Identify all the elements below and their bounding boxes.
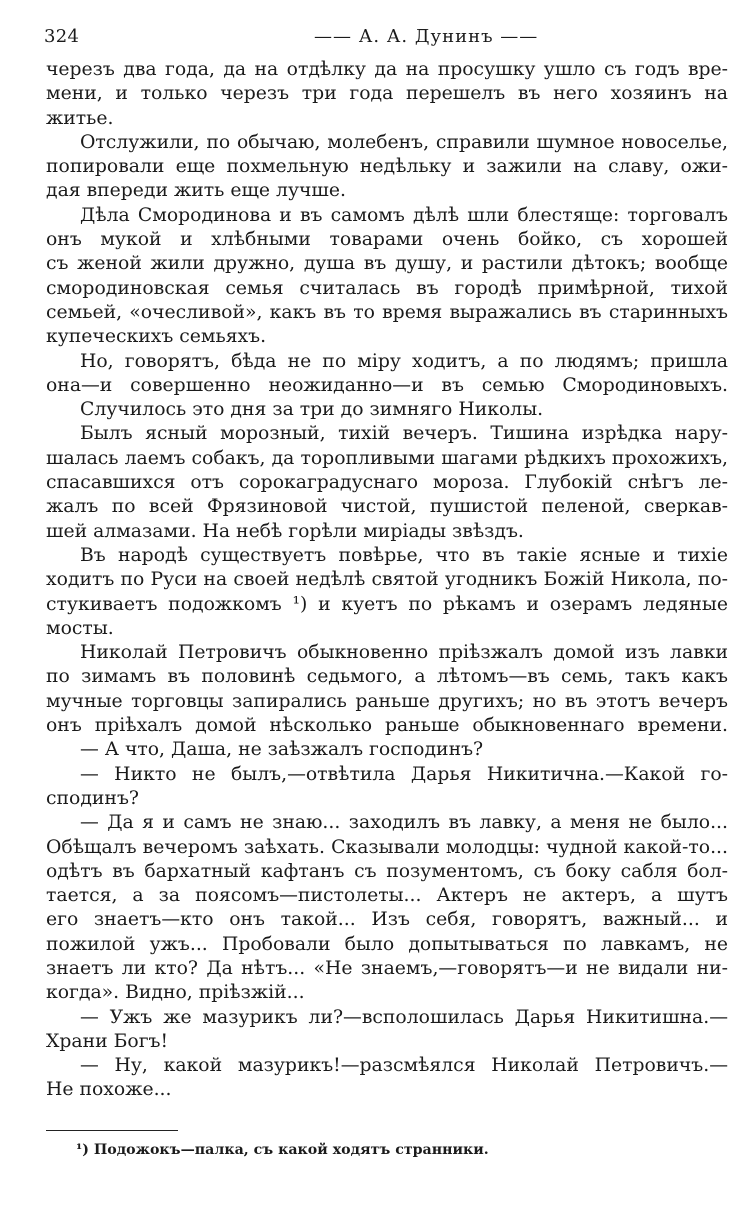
page-number: 324: [44, 26, 80, 47]
footnote: ¹) Подожокъ—палка, съ какой ходятъ странники.: [76, 1142, 489, 1158]
text-line: Не похоже...: [46, 1079, 172, 1101]
text-line: Николай Петровичъ обыкновенно пріѣзжалъ домой изъ лавки: [80, 642, 728, 664]
running-title: —— А. А. Дунинъ ——: [314, 26, 539, 47]
text-line: дая впереди жить еще лучше.: [46, 180, 346, 202]
text-line: съ женой жили дружно, душа въ душу, и растили дѣтокъ; вообще: [46, 253, 728, 275]
text-line: Храни Богъ!: [46, 1030, 169, 1052]
text-line: смородиновская семья считалась въ городѣ примѣрной, тихой: [46, 277, 728, 299]
text-line: — Ужъ же мазурикъ ли?—всполошилась Дарья Никитишна.—: [80, 1006, 728, 1028]
text-line: пожилой ужъ... Пробовали было допытываться по лавкамъ, не: [46, 933, 728, 955]
text-line: шей алмазами. На небѣ горѣли миріады звѣздъ.: [46, 520, 524, 542]
text-line: когда». Видно, пріѣзжій...: [46, 982, 305, 1004]
text-line: онъ мукой и хлѣбными товарами очень бойко, съ хорошей: [46, 229, 728, 251]
text-line: онъ пріѣхалъ домой нѣсколько раньше обыкновеннаго времени.: [46, 715, 728, 737]
text-line: семьей, «очесливой», какъ въ то время выражались въ старинныхъ: [46, 301, 728, 323]
text-line: попировали еще похмельную недѣльку и зажили на славу, ожи-: [46, 156, 728, 178]
text-line: — Никто не былъ,—отвѣтила Дарья Никитична.—Какой го-: [80, 763, 728, 785]
text-line: — Ну, какой мазурикъ!—разсмѣялся Николай Петровичъ.—: [80, 1055, 728, 1077]
text-line: Обѣщалъ вечеромъ заѣхать. Сказывали молодцы: чудной какой-то...: [46, 836, 728, 858]
text-line: знаетъ ли кто? Да нѣтъ... «Не знаемъ,—говорятъ—и не видали ни-: [46, 957, 728, 979]
text-line: по зимамъ въ половинѣ седьмого, а лѣтомъ—въ семь, такъ какъ: [46, 666, 728, 688]
text-line: черезъ два года, да на отдѣлку да на просушку ушло съ годъ вре-: [46, 59, 728, 80]
text-line: стукиваетъ подожкомъ ¹) и куетъ по рѣкамъ и озерамъ ледяные: [46, 593, 728, 615]
text-line: сподинъ?: [46, 787, 139, 809]
text-line: мени, и только черезъ три года перешелъ въ него хозяинъ на: [46, 83, 728, 105]
text-line: одѣтъ въ бархатный кафтанъ съ позументомъ, съ боку сабля бол-: [46, 860, 728, 882]
text-line: Былъ ясный морозный, тихій вечеръ. Тишина изрѣдка нару-: [80, 423, 728, 445]
text-line: тается, а за поясомъ—пистолеты... Актеръ не актеръ, а шутъ: [46, 885, 728, 907]
text-line: Дѣла Смородинова и въ самомъ дѣлѣ шли блестяще: торговалъ: [80, 204, 728, 226]
text-line: шалась лаемъ собакъ, да торопливыми шагами рѣдкихъ прохожихъ,: [46, 447, 728, 469]
text-line: она—и совершенно неожиданно—и въ семью Смородиновыхъ.: [46, 374, 728, 396]
text-line: — А что, Даша, не заѣзжалъ господинъ?: [80, 739, 484, 761]
body-text: [46, 58, 728, 1103]
text-line: житье.: [46, 107, 114, 129]
text-line: Отслужили, по обычаю, молебенъ, справили шумное новоселье,: [80, 131, 728, 153]
text-line: мосты.: [46, 617, 114, 639]
text-line: ходитъ по Руси на своей недѣлѣ святой угодникъ Божій Никола, по-: [46, 569, 728, 591]
text-line: мучные торговцы запирались раньше другихъ; но въ этотъ вечеръ: [46, 690, 728, 712]
page-header: [44, 18, 724, 54]
text-line: — Да я и самъ не знаю... заходилъ въ лавку, а меня не было...: [80, 812, 728, 834]
text-line: спасавшихся отъ сорокаградуснаго мороза. Глубокій снѣгъ ле-: [46, 472, 728, 494]
text-line: его знаетъ—кто онъ такой... Изъ себя, говорятъ, важный... и: [46, 909, 728, 931]
text-line: купеческихъ семьяхъ.: [46, 326, 267, 348]
text-line: Случилось это дня за три до зимняго Николы.: [80, 399, 544, 421]
footnote-divider: [46, 1130, 178, 1131]
text-line: жалъ по всей Фрязиновой чистой, пушистой пеленой, сверкав-: [46, 496, 728, 518]
text-line: Въ народѣ существуетъ повѣрье, что въ такіе ясные и тихіе: [80, 544, 728, 566]
text-line: Но, говорятъ, бѣда не по міру ходитъ, а по людямъ; пришла: [80, 350, 728, 372]
